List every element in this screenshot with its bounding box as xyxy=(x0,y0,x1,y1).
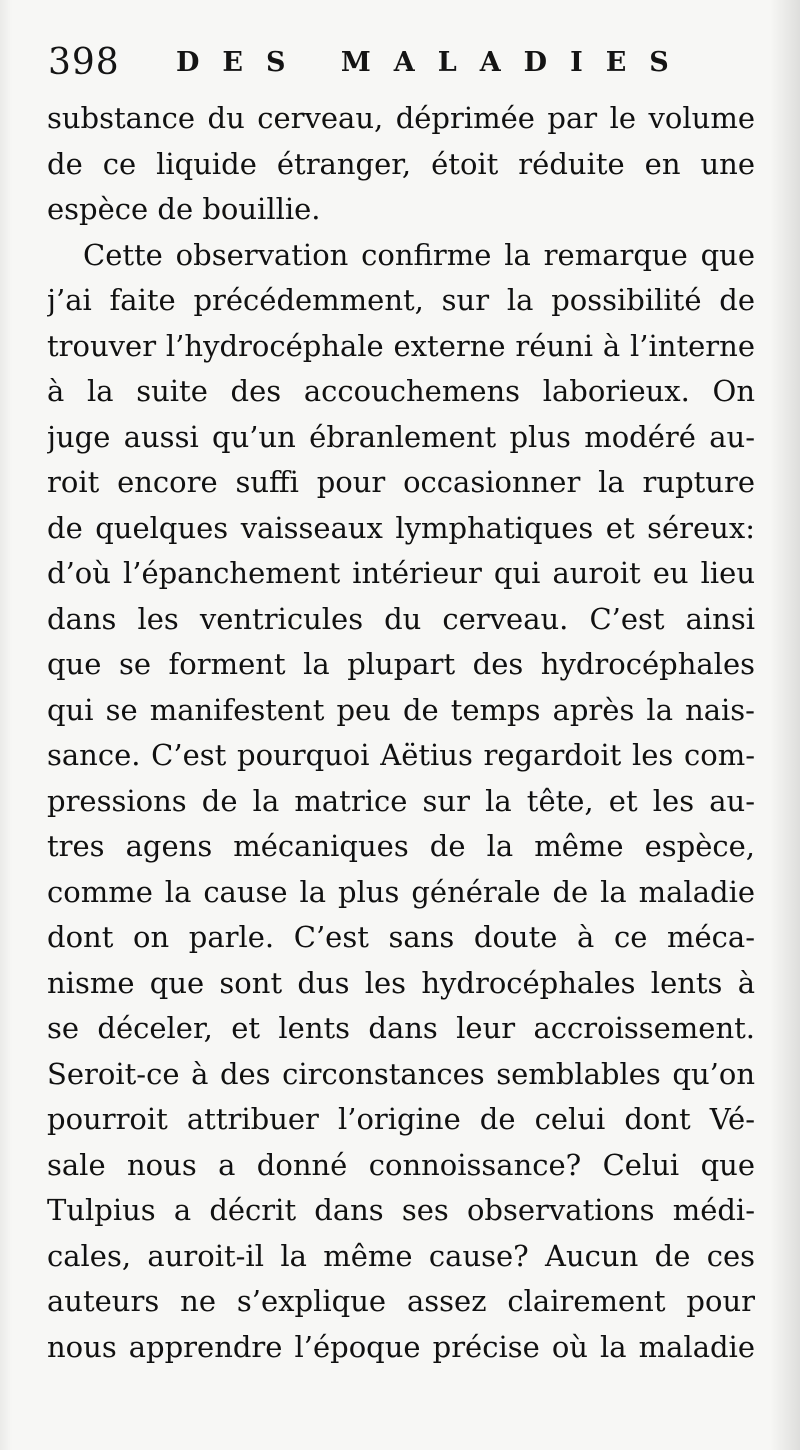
page-number: 398 xyxy=(48,42,120,83)
body-text xyxy=(47,96,755,1370)
text-line: à la suite des accouchemens laborieux. On xyxy=(47,374,755,408)
page-left-edge xyxy=(0,0,12,1450)
text-line: auteurs ne s’explique assez clairement pour xyxy=(47,1284,755,1318)
text-line: sance. C’est pourquoi Aëtius regardoit les com- xyxy=(47,738,755,772)
page-header xyxy=(48,38,768,88)
text-line: pressions de la matrice sur la tête, et les au- xyxy=(47,783,755,818)
text-line: de ce liquide étranger, étoit réduite en une xyxy=(47,146,755,181)
text-line: j’ai faite précédemment, sur la possibilité de xyxy=(47,283,755,317)
text-line: trouver l’hydrocéphale externe réuni à l’interne xyxy=(47,328,755,363)
text-line: roit encore suffi pour occasionner la rupture xyxy=(47,465,755,499)
text-line: dont on parle. C’est sans doute à ce méca- xyxy=(47,920,755,954)
text-line: sale nous a donné connoissance? Celui que xyxy=(47,1147,755,1182)
text-line: d’où l’épanchement intérieur qui auroit eu lieu xyxy=(47,556,755,590)
text-line: Tulpius a décrit dans ses observations médi- xyxy=(47,1193,755,1227)
text-line: juge aussi qu’un ébranlement plus modéré au- xyxy=(47,419,755,454)
paragraph-end-line: espèce de bouillie. xyxy=(47,192,321,226)
text-line: comme la cause la plus générale de la maladie xyxy=(47,874,755,909)
text-line: que se forment la plupart des hydrocéphales xyxy=(47,647,755,681)
text-line: qui se manifestent peu de temps après la nais- xyxy=(47,692,755,727)
text-line: substance du cerveau, déprimée par le volume xyxy=(47,101,755,135)
text-line: pourroit attribuer l’origine de celui dont Vé- xyxy=(47,1102,755,1136)
text-line: nous apprendre l’époque précise où la maladie xyxy=(47,1329,755,1364)
text-line: se déceler, et lents dans leur accroissement. xyxy=(47,1011,755,1045)
text-line: cales, auroit-il la même cause? Aucun de ces xyxy=(47,1238,755,1273)
text-line: nisme que sont dus les hydrocéphales lents à xyxy=(47,965,755,1000)
page-gutter-shadow xyxy=(770,0,800,1450)
text-line: dans les ventricules du cerveau. C’est ainsi xyxy=(47,601,755,636)
running-head: DES MALADIES xyxy=(176,47,692,78)
text-line: tres agens mécaniques de la même espèce, xyxy=(47,829,755,863)
paragraph-start-line: Cette observation confirme la remarque que xyxy=(83,237,755,272)
text-line: de quelques vaisseaux lymphatiques et séreux: xyxy=(47,510,755,545)
text-line: Seroit-ce à des circonstances semblables qu’on xyxy=(47,1056,755,1091)
